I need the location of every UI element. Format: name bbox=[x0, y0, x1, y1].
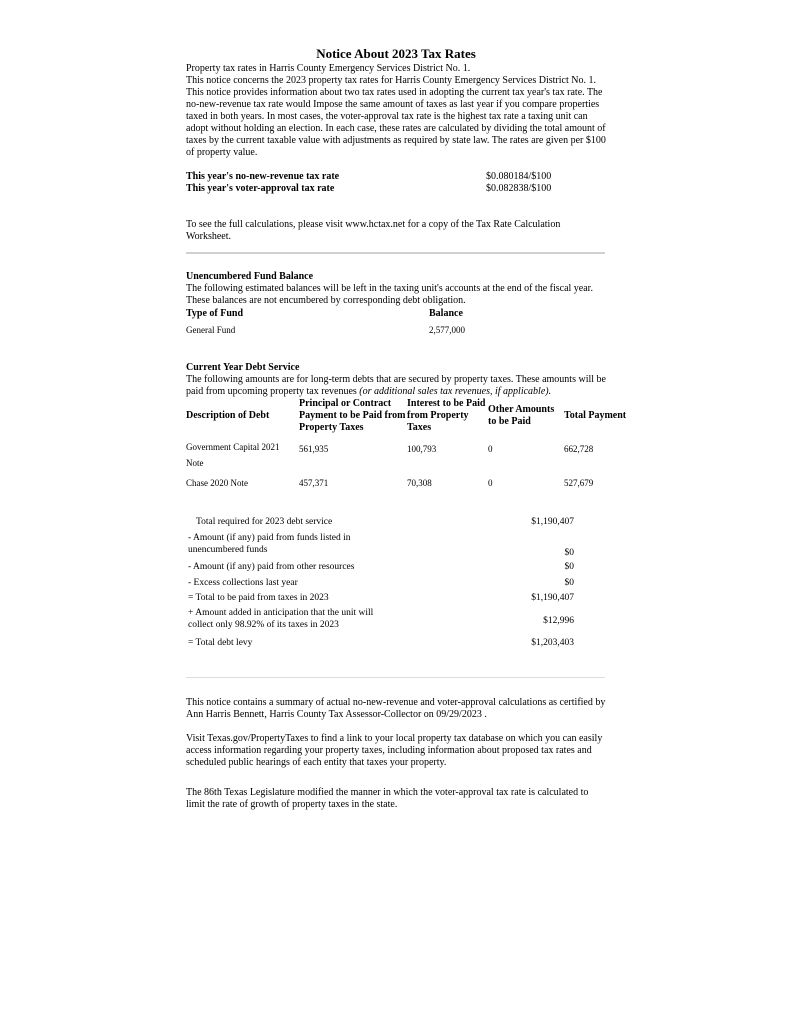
table-row bbox=[186, 471, 632, 489]
debt-principal: 457,371 bbox=[299, 478, 329, 488]
debt-interest-header: Interest to be Paid from Property Taxes bbox=[407, 398, 486, 433]
summary-label: - Amount (if any) paid from other resources bbox=[188, 562, 355, 572]
summary-row bbox=[188, 592, 578, 607]
debt-other-header: Other Amounts to be Paid bbox=[488, 404, 555, 427]
debt-interest: 100,793 bbox=[407, 444, 437, 454]
debt-table-header bbox=[186, 398, 632, 434]
fund-heading: Unencumbered Fund Balance bbox=[186, 271, 314, 282]
debt-table bbox=[186, 398, 632, 489]
table-row bbox=[186, 434, 632, 471]
notice-subtitle: Property tax rates in Harris County Emergency Services District No. 1. bbox=[186, 63, 471, 74]
debt-total-header: Total Payment bbox=[564, 410, 627, 421]
summary-row bbox=[188, 532, 578, 559]
debt-heading: Current Year Debt Service bbox=[186, 362, 300, 373]
debt-summary bbox=[188, 516, 578, 649]
debt-description-header: Description of Debt bbox=[186, 410, 270, 421]
debt-description-italic: (or additional sales tax revenues, if applicable). bbox=[359, 386, 552, 397]
summary-row bbox=[188, 516, 578, 532]
summary-row bbox=[188, 607, 578, 634]
summary-value: $0 bbox=[564, 548, 574, 558]
rate-label: This year's voter-approval tax rate bbox=[186, 183, 335, 194]
summary-label: = Total debt levy bbox=[188, 638, 253, 648]
summary-label: - Excess collections last year bbox=[188, 578, 298, 588]
summary-value: $12,996 bbox=[543, 615, 574, 626]
debt-total: 527,679 bbox=[564, 478, 594, 488]
debt-principal-header: Principal or Contract Payment to be Paid from Property Taxes bbox=[299, 398, 406, 433]
summary-label: Total required for 2023 debt service bbox=[196, 517, 333, 527]
rate-value: $0.082838/$100 bbox=[486, 183, 552, 194]
fund-row bbox=[186, 324, 606, 336]
debt-description bbox=[186, 374, 606, 398]
debt-description: Government Capital 2021 Note bbox=[186, 442, 280, 468]
page-title: Notice About 2023 Tax Rates bbox=[316, 46, 476, 61]
notice-intro-text: This notice concerns the 2023 property tax rates for Harris County Emergency Services District No. 1. This notice provides information about two tax rates used in adopting the current tax year's tax rate. The no-new-revenue tax rate would Impose the same amount of taxes as last year if you compare properties taxed in both years. In most cases, the voter-approval tax rate is the highest tax rate a taxing unit can adopt without holding an election. In each case, these rates are calculated by dividing the total amount of taxes by the current taxable value with adjustments as required by state law. The rates are given per $100 of property value. bbox=[186, 75, 606, 158]
rate-value: $0.080184/$100 bbox=[486, 171, 552, 182]
debt-description-text: The following amounts are for long-term debts that are secured by property taxes. These amounts will be paid from upcoming property tax revenues bbox=[186, 374, 606, 397]
fund-balance: 2,577,000 bbox=[429, 325, 465, 335]
rate-row bbox=[186, 183, 606, 195]
debt-total: 662,728 bbox=[564, 444, 594, 454]
summary-label: - Amount (if any) paid from funds listed in unencumbered funds bbox=[188, 533, 351, 555]
debt-other: 0 bbox=[488, 444, 493, 454]
fund-type: General Fund bbox=[186, 325, 236, 335]
section-divider bbox=[186, 252, 605, 254]
debt-principal: 561,935 bbox=[299, 444, 329, 454]
rate-label: This year's no-new-revenue tax rate bbox=[186, 171, 340, 182]
fund-header-row bbox=[186, 308, 606, 320]
summary-note: This notice contains a summary of actual no-new-revenue and voter-approval calculations as certified by Ann Harris Bennett, Harris County Tax Assessor-Collector on 09/29/2023 . bbox=[186, 697, 606, 720]
tax-notice-page bbox=[186, 46, 627, 811]
summary-value: $0 bbox=[564, 562, 574, 572]
calculation-note: To see the full calculations, please visit www.hctax.net for a copy of the Tax Rate Calculation Worksheet. bbox=[186, 219, 561, 242]
debt-interest: 70,308 bbox=[407, 478, 432, 488]
summary-row bbox=[188, 637, 578, 649]
summary-value: $1,190,407 bbox=[531, 517, 574, 527]
debt-other: 0 bbox=[488, 478, 493, 488]
summary-row bbox=[188, 577, 578, 592]
legislature-note: The 86th Texas Legislature modified the manner in which the voter-approval tax rate is calculated to limit the rate of growth of property taxes in the state. bbox=[186, 787, 589, 810]
tax-rates-block bbox=[186, 171, 606, 195]
summary-value: $0 bbox=[564, 578, 574, 588]
summary-value: $1,190,407 bbox=[531, 593, 574, 603]
fund-type-header: Type of Fund bbox=[186, 308, 244, 319]
summary-row bbox=[188, 561, 578, 577]
summary-value: $1,203,403 bbox=[531, 638, 574, 648]
summary-label: = Total to be paid from taxes in 2023 bbox=[188, 593, 329, 603]
debt-description: Chase 2020 Note bbox=[186, 478, 248, 488]
rate-row bbox=[186, 171, 606, 183]
visit-note: Visit Texas.gov/PropertyTaxes to find a link to your local property tax database on which you can easily access information regarding your property taxes, including information about proposed tax rates and scheduled public hearings of each entity that taxes your property. bbox=[186, 733, 603, 768]
fund-balance-header: Balance bbox=[429, 308, 463, 319]
fund-description: The following estimated balances will be left in the taxing unit's accounts at the end of the fiscal year. These balances are not encumbered by corresponding debt obligation. bbox=[186, 283, 593, 306]
summary-label: + Amount added in anticipation that the unit will collect only 98.92% of its taxes in 2023 bbox=[188, 608, 374, 630]
section-divider bbox=[186, 677, 605, 678]
